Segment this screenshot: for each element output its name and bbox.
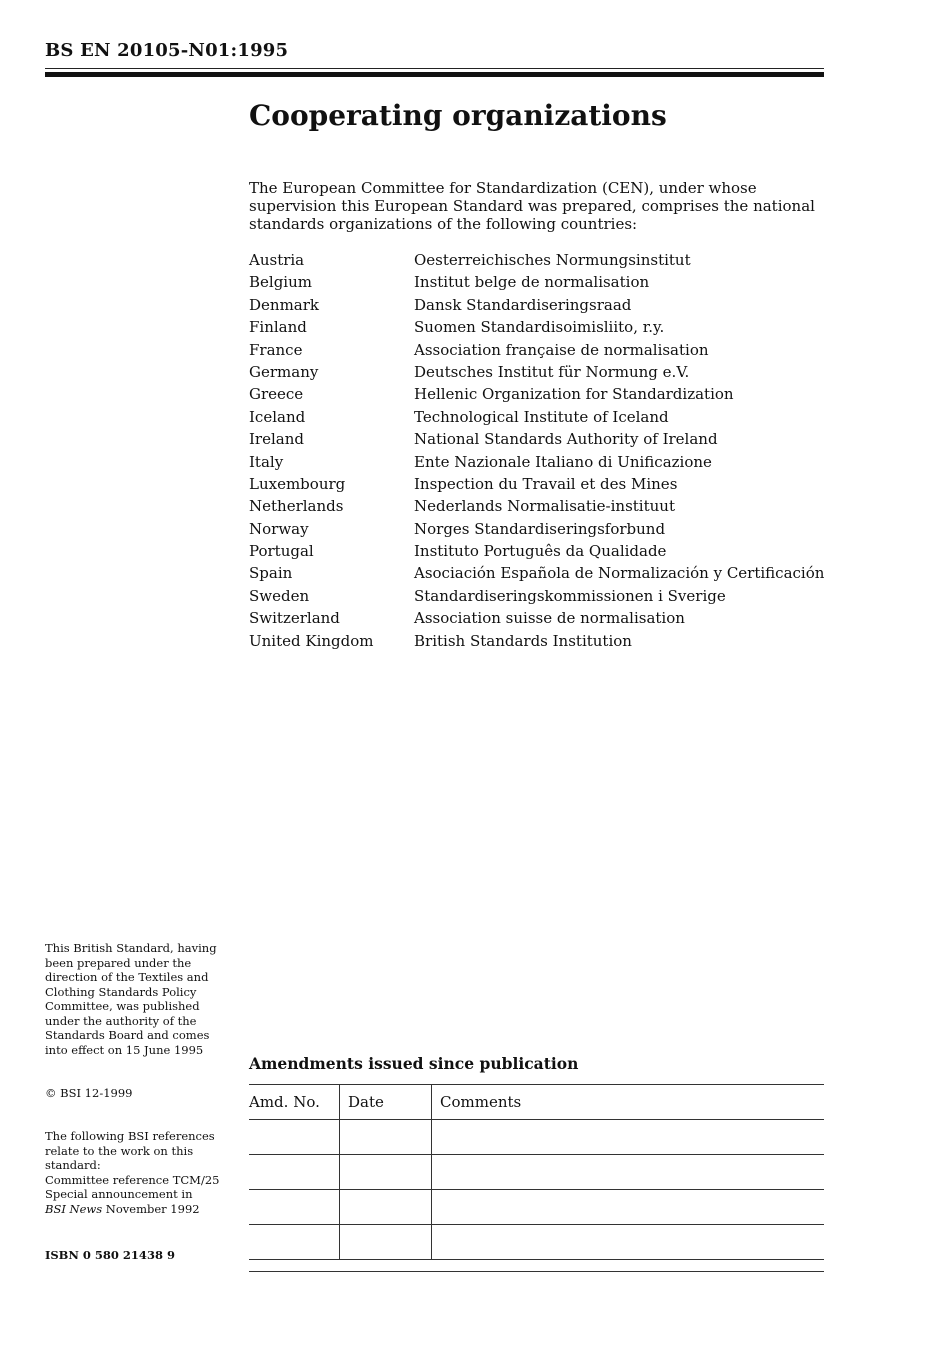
organization-name: Standardiseringskommissionen i Sverige xyxy=(414,586,726,605)
organization-name: Asociación Española de Normalización y Certificación xyxy=(414,564,825,583)
country-name: Germany xyxy=(249,362,319,381)
bsi-references xyxy=(45,1129,235,1216)
country-name: Greece xyxy=(249,385,304,404)
organization-row xyxy=(249,563,827,585)
announcement-prefix: Special announcement in xyxy=(45,1187,193,1201)
amendment-cell xyxy=(340,1155,432,1190)
amendment-cell xyxy=(249,1225,340,1260)
publication-note: This British Standard, having been prepared under the direction of the Textiles and Clothing Standards Policy Committee, was published under the authority of the Standards Board and comes into effect on 15 June 1995 xyxy=(45,941,217,1057)
country-name: Netherlands xyxy=(249,497,344,516)
footer-rule xyxy=(249,1271,824,1272)
references-intro: The following BSI references relate to the work on this standard: xyxy=(45,1129,215,1172)
organization-row xyxy=(249,340,827,362)
amendments-title: Amendments issued since publication xyxy=(249,1054,579,1073)
amendment-cell xyxy=(249,1155,340,1190)
organization-name: Suomen Standardisoimisliito, r.y. xyxy=(414,318,665,337)
organization-name: Nederlands Normalisatie-instituut xyxy=(414,497,675,516)
organization-name: Association suisse de normalisation xyxy=(414,609,685,628)
organization-name: National Standards Authority of Ireland xyxy=(414,430,718,449)
country-name: Norway xyxy=(249,519,309,538)
announcement-journal: BSI News xyxy=(45,1201,103,1216)
organization-row xyxy=(249,295,827,317)
organization-row xyxy=(249,429,827,451)
organization-row xyxy=(249,250,827,272)
country-name: Switzerland xyxy=(249,609,340,628)
amendment-row xyxy=(249,1190,824,1225)
organization-row xyxy=(249,317,827,339)
comments-header: Comments xyxy=(432,1085,825,1120)
organizations-table xyxy=(249,250,827,653)
amendment-cell xyxy=(340,1120,432,1155)
header-rule-thick xyxy=(45,72,824,77)
document-id: BS EN 20105-N01:1995 xyxy=(45,40,289,61)
date-header: Date xyxy=(340,1085,432,1120)
country-name: Luxembourg xyxy=(249,474,346,493)
committee-reference: Committee reference TCM/25 xyxy=(45,1172,220,1187)
organization-row xyxy=(249,407,827,429)
amendment-row xyxy=(249,1225,824,1260)
organization-row xyxy=(249,272,827,294)
organization-name: Deutsches Institut für Normung e.V. xyxy=(414,362,690,381)
organization-row xyxy=(249,452,827,474)
organization-name: Institut belge de normalisation xyxy=(414,273,650,292)
country-name: Austria xyxy=(249,251,305,269)
organization-name: Association française de normalisation xyxy=(414,340,709,359)
copyright-notice: © BSI 12-1999 xyxy=(45,1086,133,1100)
organization-name: Hellenic Organization for Standardization xyxy=(414,385,734,404)
country-name: Italy xyxy=(249,452,284,471)
amd-no-header: Amd. No. xyxy=(249,1085,340,1120)
amendment-cell xyxy=(432,1120,825,1155)
organization-name: Oesterreichisches Normungsinstitut xyxy=(414,251,691,269)
country-name: Spain xyxy=(249,564,293,583)
amendment-row xyxy=(249,1120,824,1155)
organization-row xyxy=(249,474,827,496)
country-name: Belgium xyxy=(249,273,312,292)
announcement-date: November 1992 xyxy=(105,1201,200,1216)
organization-row xyxy=(249,362,827,384)
country-name: Portugal xyxy=(249,542,314,561)
country-name: United Kingdom xyxy=(249,631,374,650)
amendment-cell xyxy=(432,1155,825,1190)
isbn: ISBN 0 580 21438 9 xyxy=(45,1248,175,1262)
country-name: Denmark xyxy=(249,295,319,314)
amendment-cell xyxy=(249,1190,340,1225)
organization-name: Inspection du Travail et des Mines xyxy=(414,474,678,493)
amendment-row xyxy=(249,1155,824,1190)
organization-name: Dansk Standardiseringsraad xyxy=(414,295,632,314)
organization-row xyxy=(249,496,827,518)
organization-name: Technological Institute of Iceland xyxy=(414,407,669,426)
organization-name: Ente Nazionale Italiano di Unificazione xyxy=(414,452,712,471)
organization-name: Instituto Português da Qualidade xyxy=(414,542,667,561)
organization-row xyxy=(249,384,827,406)
country-name: Ireland xyxy=(249,430,304,449)
country-name: Sweden xyxy=(249,586,310,605)
organization-row xyxy=(249,631,827,653)
organization-name: British Standards Institution xyxy=(414,631,632,650)
amendments-table xyxy=(249,1084,824,1260)
amendment-cell xyxy=(340,1225,432,1260)
country-name: Finland xyxy=(249,318,307,337)
page-title: Cooperating organizations xyxy=(249,99,667,132)
intro-paragraph: The European Committee for Standardization (CEN), under whose supervision this European Standard was prepared, comprises the national standards organizations of the following countries: xyxy=(249,179,815,233)
amendment-cell xyxy=(432,1225,825,1260)
country-name: Iceland xyxy=(249,407,306,426)
organization-row xyxy=(249,608,827,630)
organization-row xyxy=(249,586,827,608)
amendment-cell xyxy=(432,1190,825,1225)
amendment-cell xyxy=(340,1190,432,1225)
country-name: France xyxy=(249,340,303,359)
amendments-header-row xyxy=(249,1085,824,1120)
header-rule-thin xyxy=(45,68,824,69)
organization-row xyxy=(249,541,827,563)
amendment-cell xyxy=(249,1120,340,1155)
organization-name: Norges Standardiseringsforbund xyxy=(414,519,666,538)
organization-row xyxy=(249,519,827,541)
